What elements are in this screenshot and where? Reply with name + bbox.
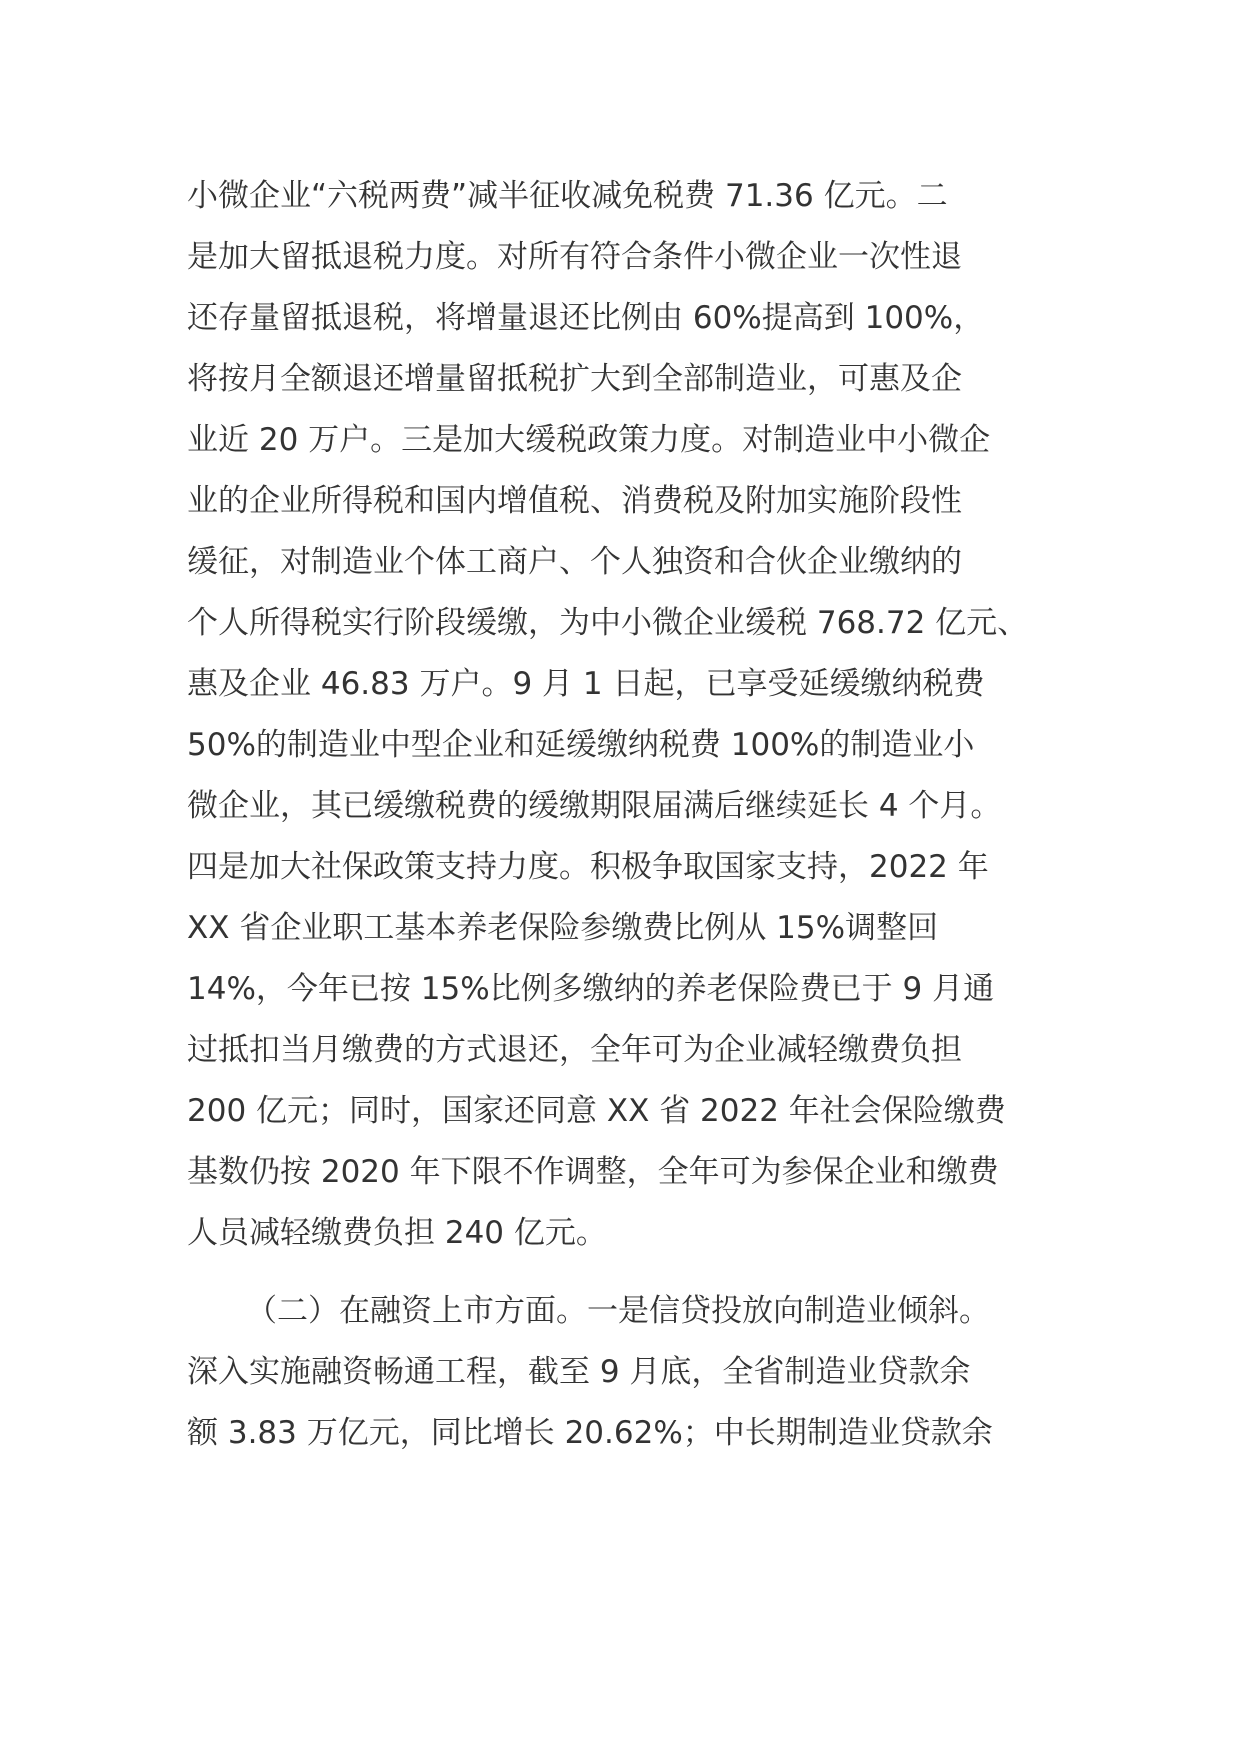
paragraph-1-line-5: 业近 20 万户。三是加大缓税政策力度。对制造业中小微企 <box>187 422 991 458</box>
paragraph-1-line-8: 个人所得税实行阶段缓缴，为中小微企业缓税 768.72 亿元、 <box>187 605 1029 641</box>
paragraph-1-line-3: 还存量留抵退税，将增量退还比例由 60%提高到 100%， <box>187 300 985 336</box>
paragraph-1-line-10: 50%的制造业中型企业和延缓缴纳税费 100%的制造业小 <box>187 727 975 763</box>
paragraph-1-line-1: 小微企业“六税两费”减半征收减免税费 71.36 亿元。二 <box>187 178 948 214</box>
paragraph-1-line-17: 基数仍按 2020 年下限不作调整，全年可为参保企业和缴费 <box>187 1154 999 1190</box>
paragraph-1-line-12: 四是加大社保政策支持力度。积极争取国家支持，2022 年 <box>187 849 989 885</box>
paragraph-1-line-11: 微企业，其已缓缴税费的缓缴期限届满后继续延长 4 个月。 <box>187 788 1002 824</box>
paragraph-1-line-2: 是加大留抵退税力度。对所有符合条件小微企业一次性退 <box>187 239 962 275</box>
paragraph-1-line-6: 业的企业所得税和国内增值税、消费税及附加实施阶段性 <box>187 483 962 519</box>
paragraph-1-line-18: 人员减轻缴费负担 240 亿元。 <box>187 1215 607 1251</box>
paragraph-2-line-3: 额 3.83 万亿元，同比增长 20.62%；中长期制造业贷款余 <box>187 1415 993 1451</box>
paragraph-1-line-14: 14%，今年已按 15%比例多缴纳的养老保险费已于 9 月通 <box>187 971 995 1007</box>
paragraph-1-line-16: 200 亿元；同时，国家还同意 XX 省 2022 年社会保险缴费 <box>187 1093 1006 1129</box>
paragraph-1-line-15: 过抵扣当月缴费的方式退还，全年可为企业减轻缴费负担 <box>187 1032 962 1068</box>
paragraph-1-line-13: XX 省企业职工基本养老保险参缴费比例从 15%调整回 <box>187 910 939 946</box>
paragraph-2-line-1: （二）在融资上市方面。一是信贷投放向制造业倾斜。 <box>246 1293 990 1329</box>
paragraph-1-line-9: 惠及企业 46.83 万户。9 月 1 日起，已享受延缓缴纳税费 <box>187 666 985 702</box>
paragraph-2-line-2: 深入实施融资畅通工程，截至 9 月底，全省制造业贷款余 <box>187 1354 971 1390</box>
paragraph-1-line-7: 缓征，对制造业个体工商户、个人独资和合伙企业缴纳的 <box>187 544 962 580</box>
paragraph-1-line-4: 将按月全额退还增量留抵税扩大到全部制造业，可惠及企 <box>187 361 962 397</box>
